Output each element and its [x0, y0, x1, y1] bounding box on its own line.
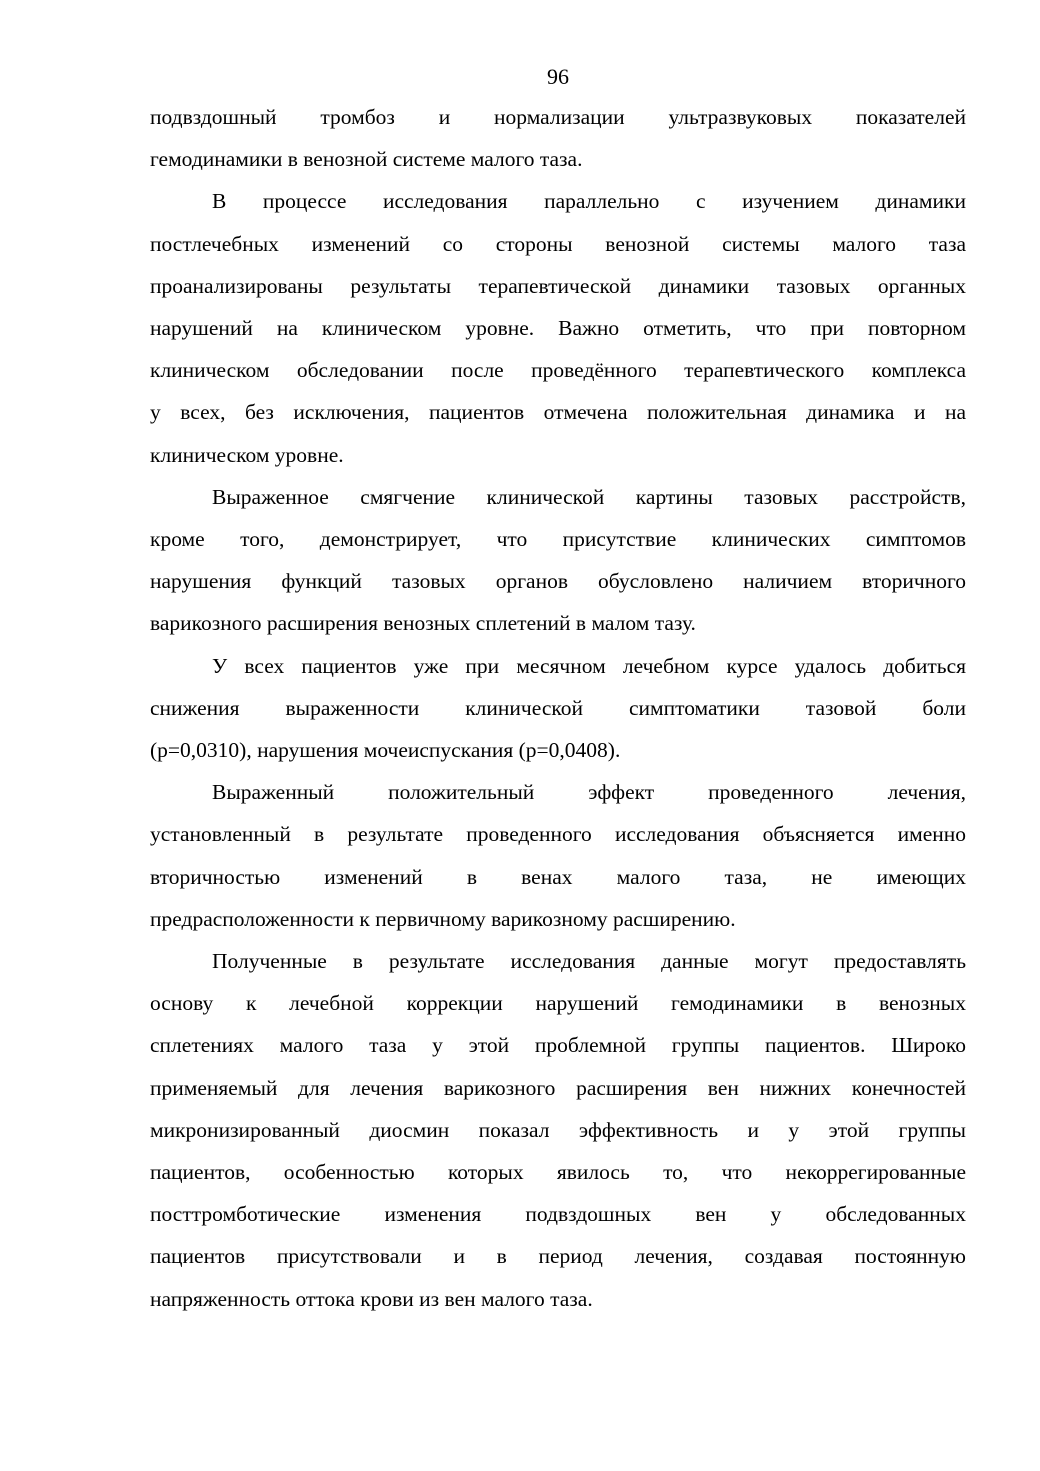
- paragraph: [150, 180, 966, 475]
- text-line: снижения выраженности клинической симптоматики тазовой боли: [150, 695, 966, 720]
- text-line: варикозного расширения венозных сплетений в малом тазу.: [150, 611, 696, 636]
- text-line: постлечебных изменений со стороны венозной системы малого таза: [150, 231, 966, 256]
- paragraph: [150, 940, 966, 1320]
- text-line: У всех пациентов уже при месячном лечебном курсе удалось добиться: [212, 653, 966, 678]
- text-line: Выраженный положительный эффект проведенного лечения,: [212, 780, 966, 805]
- text-line: установленный в результате проведенного исследования объясняется именно: [150, 822, 966, 847]
- text-line: подвздошный тромбоз и нормализации ультразвуковых показателей: [150, 105, 966, 129]
- text-line: кроме того, демонстрирует, что присутствие клинических симптомов: [150, 527, 966, 552]
- text-line: вторичностью изменений в венах малого таза, не имеющих: [150, 864, 966, 889]
- text-line: Полученные в результате исследования данные могут предоставлять: [212, 949, 966, 974]
- body-text: [150, 96, 966, 1320]
- page-number: 96: [547, 64, 569, 89]
- text-line: предрасположенности к первичному варикозному расширению.: [150, 906, 736, 931]
- paragraph: [150, 645, 966, 772]
- text-line: нарушений на клиническом уровне. Важно отметить, что при повторном: [150, 316, 966, 341]
- paragraph: [150, 476, 966, 645]
- text-line: у всех, без исключения, пациентов отмечена положительная динамика и на: [150, 400, 966, 425]
- text-line: Выраженное смягчение клинической картины тазовых расстройств,: [212, 484, 966, 509]
- text-line: напряженность оттока крови из вен малого таза.: [150, 1286, 593, 1311]
- paragraph: [150, 771, 966, 940]
- text-line: нарушения функций тазовых органов обусловлено наличием вторичного: [150, 569, 966, 594]
- text-line: применяемый для лечения варикозного расширения вен нижних конечностей: [150, 1075, 966, 1100]
- text-line: клиническом обследовании после проведённого терапевтического комплекса: [150, 358, 966, 383]
- text-line: гемодинамики в венозной системе малого таза.: [150, 147, 583, 172]
- text-line: клиническом уровне.: [150, 442, 344, 467]
- text-line: В процессе исследования параллельно с изучением динамики: [212, 189, 966, 214]
- text-line: сплетениях малого таза у этой проблемной группы пациентов. Широко: [150, 1033, 966, 1058]
- text-line: микронизированный диосмин показал эффективность и у этой группы: [150, 1117, 966, 1142]
- text-line: проанализированы результаты терапевтической динамики тазовых органных: [150, 273, 966, 298]
- text-line: основу к лечебной коррекции нарушений гемодинамики в венозных: [150, 991, 966, 1016]
- paragraph: [150, 96, 966, 180]
- text-line: (p=0,0310), нарушения мочеиспускания (p=0,0408).: [150, 738, 621, 763]
- text-line: пациентов присутствовали и в период лечения, создавая постоянную: [150, 1244, 966, 1269]
- text-line: пациентов, особенностью которых явилось то, что некоррегированные: [150, 1160, 966, 1185]
- text-line: посттромботические изменения подвздошных вен у обследованных: [150, 1202, 966, 1227]
